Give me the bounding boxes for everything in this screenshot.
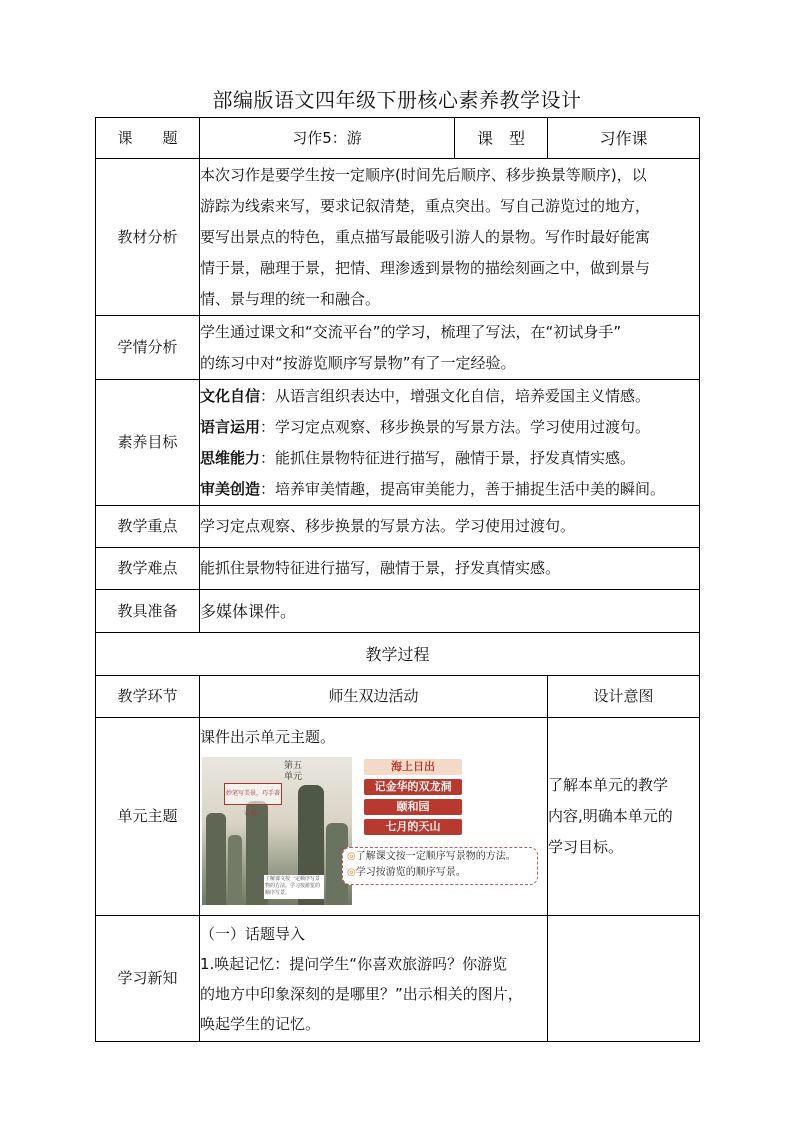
target-icon: ◎ [347,867,356,878]
goal-head: 审美创造 [200,479,261,498]
unit-row [96,718,700,916]
tools-row [96,590,700,633]
goal-body: ：能抓住景物特征进行描写，融情于景，抒发真情实感。 [260,448,636,467]
new-activity-line: （一）话题导入 [200,924,306,943]
student-line: 学生通过课文和“交流平台”的学习，梳理了写法，在“初试身手” [200,322,622,341]
lesson-plan-table [95,117,700,1042]
goal-item [200,381,699,412]
lesson-title: 七月的天山 [364,819,462,835]
topic-value: 习作5：游 [200,118,455,159]
unit-activity [200,718,548,916]
intent-line: 学习目标。 [548,838,624,856]
analysis-line: 情于景，融理于景，把情、理渗透到景物的描绘刻画之中，做到景与 [200,258,651,277]
header-row [96,118,700,159]
analysis-line: 情、景与理的统一和融合。 [200,289,381,308]
student-label: 学情分析 [96,316,200,380]
new-knowledge-row [96,916,700,1042]
process-heading-row [96,633,700,676]
unit-intent [548,718,700,916]
goal-head: 思维能力 [200,448,261,467]
difficulty-row [96,548,700,590]
stage-column-header: 教学环节 [96,676,200,718]
unit-quote: 妙笔写美景，巧手著奇观。 [224,783,282,805]
new-activity-line: 1.唤起记忆：提问学生“你喜欢旅游吗？你游览 [200,954,508,973]
student-line: 的练习中对“按游览顺序写景物”有了一定经验。 [200,353,516,372]
process-header-row [96,676,700,718]
new-stage: 学习新知 [96,916,200,1042]
intent-line: 了解本单元的教学 [548,776,669,794]
intent-column-header: 设计意图 [548,676,700,718]
new-activity-line: 唤起学生的记忆。 [200,1014,321,1033]
unit-goals-box [342,847,538,885]
goals-label: 素养目标 [96,380,200,506]
tools-label: 教具准备 [96,590,200,633]
document-title: 部编版语文四年级下册核心素养教学设计 [212,88,582,112]
goal-item [200,474,699,505]
analysis-line: 要写出景点的特色，重点描写最能吸引游人的景物。写作时最好能寓 [200,227,651,246]
topic-label: 课 题 [96,118,200,159]
new-intent [548,916,700,1042]
landscape-image [202,757,352,905]
type-value: 习作课 [548,118,700,159]
key-row [96,506,700,548]
difficulty-label: 教学难点 [96,548,200,590]
analysis-line: 游踪为线索来写，要求记叙清楚，重点突出。写自己游览过的地方， [200,196,651,215]
new-activity [200,916,548,1042]
unit-tag: 第五单元 [283,761,302,782]
key-label: 教学重点 [96,506,200,548]
difficulty-text: 能抓住景物特征进行描写，融情于景，抒发真情实感。 [200,548,700,590]
goal-item [200,412,699,443]
activity-column-header: 师生双边活动 [200,676,548,718]
lesson-title: 记金华的双龙洞 [364,779,462,795]
key-text: 学习定点观察、移步换景的写景方法。学习使用过渡句。 [200,506,700,548]
target-icon: ◎ [347,851,356,862]
goal-head: 语言运用 [200,417,261,436]
goal-body: ：培养审美情趣，提高审美能力，善于捕捉生活中美的瞬间。 [260,479,666,498]
lesson-title: 颐和园 [364,799,462,815]
student-row [96,316,700,380]
goal-item [200,443,699,474]
goal-body: ：学习定点观察、移步换景的写景方法。学习使用过渡句。 [260,417,651,436]
goals-text [200,380,700,506]
goals-row [96,380,700,506]
process-heading: 教学过程 [96,633,700,676]
unit-activity-text: 课件出示单元主题。 [200,728,336,746]
analysis-line: 本次习作是要学生按一定顺序(时间先后顺序、移步换景等顺序)，以 [200,165,647,184]
analysis-row [96,159,700,316]
new-activity-line: 的地方中印象深刻的是哪里？”出示相关的图片， [200,984,523,1003]
goal-head: 文化自信 [200,386,261,405]
tools-text: 多媒体课件。 [200,590,700,633]
unit-theme-illustration [202,757,526,905]
analysis-label: 教材分析 [96,159,200,316]
unit-goal: ◎学习按游览的顺序写景。 [347,867,466,878]
type-label: 课 型 [455,118,548,159]
student-text [200,316,700,380]
unit-note: 了解课文按一定顺序写景物的方法。学习按游览的顺序写景。 [264,875,324,899]
lesson-title: 海上日出 [364,759,462,775]
goal-body: ：从语言组织表达中，增强文化自信，培养爱国主义情感。 [260,386,651,405]
analysis-text [200,159,700,316]
intent-line: 内容,明确本单元的 [548,807,673,825]
unit-goal: ◎了解课文按一定顺序写景物的方法。 [347,851,516,862]
unit-stage: 单元主题 [96,718,200,916]
